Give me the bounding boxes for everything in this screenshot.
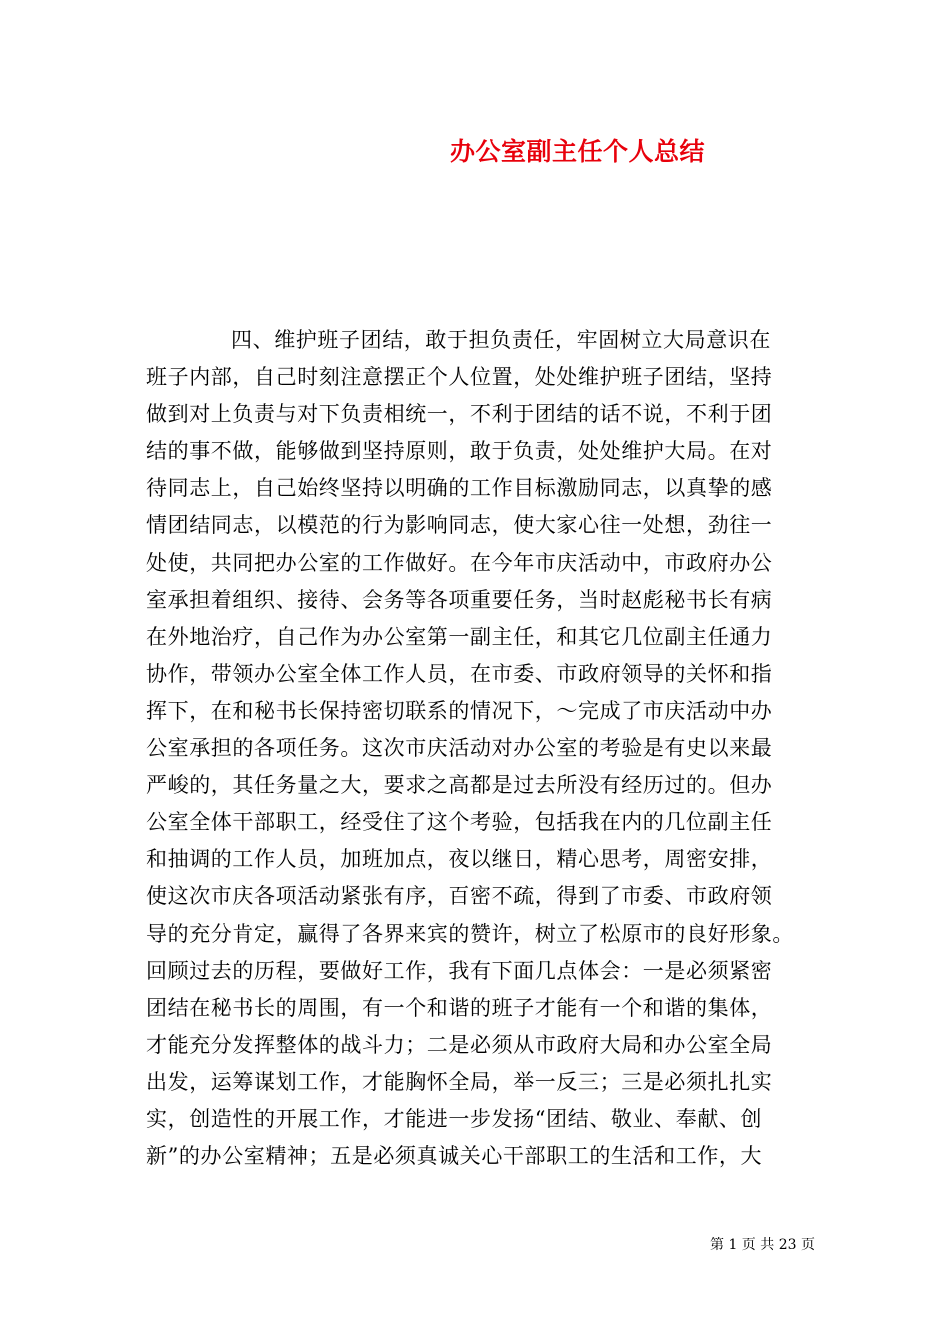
body-text-line: 挥下，在和秘书长保持密切联系的情况下，～完成了市庆活动中办 — [146, 698, 773, 723]
body-text-line: 和抽调的工作人员，加班加点，夜以继日，精心思考，周密安排， — [146, 847, 773, 872]
body-text-line: 结的事不做，能够做到坚持原则，敢于负责，处处维护大局。在对 — [146, 439, 773, 464]
page-number-footer: 第 1 页 共 23 页 — [710, 1237, 815, 1253]
body-text-line: 出发，运筹谋划工作，才能胸怀全局，举一反三；三是必须扎扎实 — [146, 1069, 773, 1094]
body-text-line: 待同志上，自己始终坚持以明确的工作目标激励同志，以真挚的感 — [146, 476, 773, 501]
body-text-line: 才能充分发挥整体的战斗力；二是必须从市政府大局和办公室全局 — [146, 1032, 773, 1057]
body-text-line: 公室全体干部职工，经受住了这个考验，包括我在内的几位副主任 — [146, 810, 773, 835]
body-text-line: 情团结同志，以模范的行为影响同志，使大家心往一处想，劲往一 — [146, 513, 773, 538]
body-text-line: 班子内部，自己时刻注意摆正个人位置，处处维护班子团结，坚持 — [146, 365, 773, 390]
body-text-line: 使这次市庆各项活动紧张有序，百密不疏，得到了市委、市政府领 — [146, 884, 773, 909]
body-text-line: 公室承担的各项任务。这次市庆活动对办公室的考验是有史以来最 — [146, 736, 773, 761]
body-text-line: 新”的办公室精神；五是必须真诚关心干部职工的生活和工作，大 — [146, 1144, 763, 1169]
body-text-line: 实，创造性的开展工作，才能进一步发扬“团结、敬业、奉献、创 — [146, 1106, 763, 1131]
body-text-line: 做到对上负责与对下负责相统一，不利于团结的话不说，不利于团 — [146, 402, 773, 427]
body-text-line: 处使，共同把办公室的工作做好。在今年市庆活动中，市政府办公 — [146, 550, 773, 575]
body-text-line: 室承担着组织、接待、会务等各项重要任务，当时赵彪秘书长有病 — [146, 587, 773, 612]
body-text-line: 导的充分肯定，赢得了各界来宾的赞许，树立了松原市的良好形象。 — [146, 921, 794, 946]
body-text-line: 在外地治疗，自己作为办公室第一副主任，和其它几位副主任通力 — [146, 624, 773, 649]
body-text-line: 团结在秘书长的周围，有一个和谐的班子才能有一个和谐的集体， — [146, 995, 773, 1020]
document-body — [146, 322, 826, 1175]
document-title: 办公室副主任个人总结 — [450, 137, 706, 166]
body-text-line: 四、维护班子团结，敢于担负责任，牢固树立大局意识在 — [231, 328, 771, 352]
body-text-line: 严峻的，其任务量之大，要求之高都是过去所没有经历过的。但办 — [146, 773, 773, 798]
body-text-line: 协作，带领办公室全体工作人员，在市委、市政府领导的关怀和指 — [146, 661, 773, 686]
body-text-line: 回顾过去的历程，要做好工作，我有下面几点体会：一是必须紧密 — [146, 958, 773, 983]
